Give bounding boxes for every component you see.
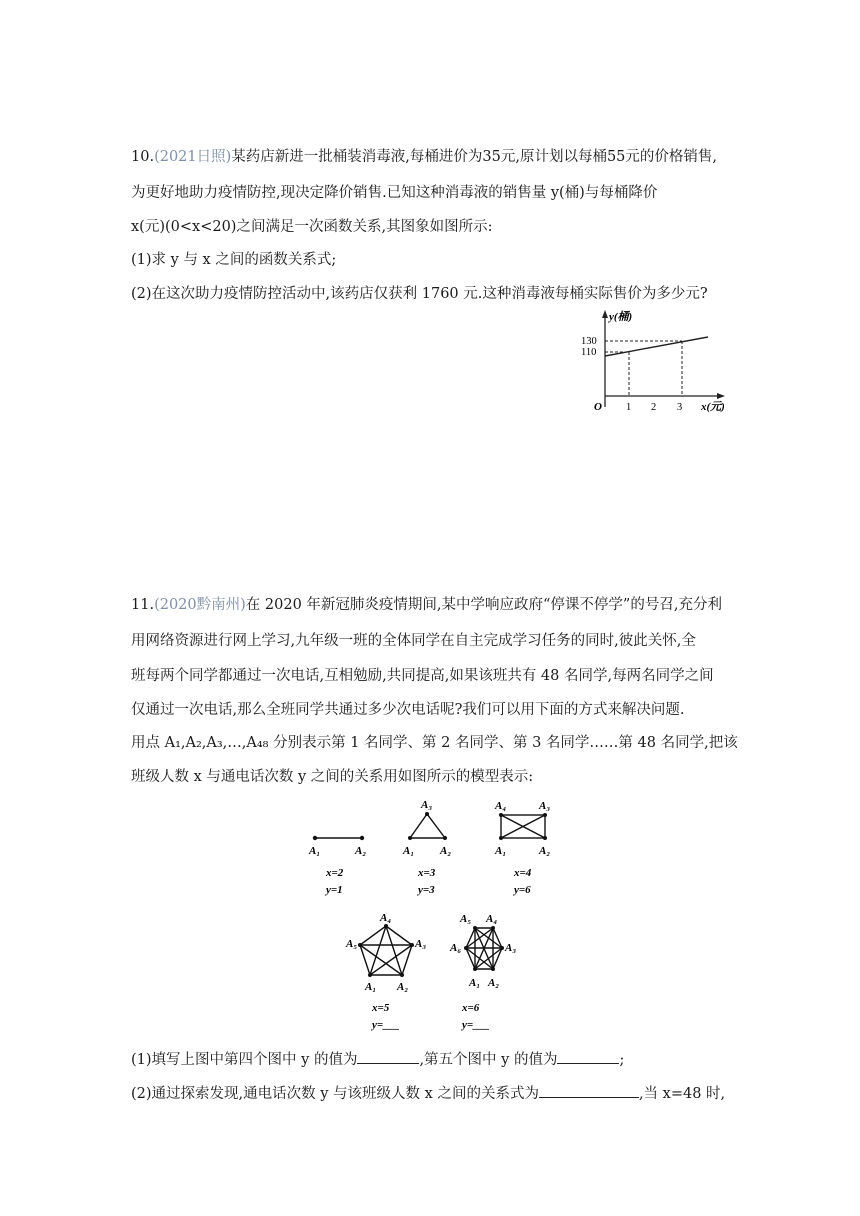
model2-y: y=1 [326, 884, 343, 896]
function-line [605, 337, 708, 356]
vertex-label: A₄ [495, 800, 507, 812]
vertex-label: A₂ [488, 977, 500, 989]
vertex-label: A₂ [539, 845, 551, 857]
model3-triangle [410, 814, 445, 838]
model5-x: x=5 [372, 1002, 390, 1014]
vertex-label: A₄ [486, 913, 498, 925]
q11-line2: 用网络资源进行网上学习,九年级一班的全体同学在自主完成学习任务的同时,彼此关怀,全 [131, 633, 696, 649]
q10-line2: 为更好地助力疫情防控,现决定降价销售.已知这种消毒液的销售量 y(桶)与每桶降价 [131, 185, 658, 201]
vertex-label: A₂ [397, 981, 409, 993]
vertex-label: A₃ [421, 799, 433, 811]
q11-part2: (2)通过探索发现,通电话次数 y 与该班级人数 x 之间的关系式为 ,当 x=48 时, [131, 1083, 725, 1104]
vertex-label: A₅ [346, 938, 358, 950]
vertex-label: A₃ [539, 800, 551, 812]
q10-line3: x(元)(0<x<20)之间满足一次函数关系,其图象如图所示: [131, 219, 493, 235]
x-tick-1: 1 [626, 402, 632, 413]
q11-line6: 班级人数 x 与通电话次数 y 之间的关系用如图所示的模型表示: [131, 769, 534, 785]
q10-part2: (2)在这次助力疫情防控活动中,该药店仅获利 1760 元.这种消毒液每桶实际售价为多少元? [131, 286, 708, 302]
vertex-label: A₆ [450, 942, 462, 954]
x-axis-label: x(元) [701, 401, 725, 413]
model6-x: x=6 [462, 1002, 480, 1014]
model6-y: y=___ [462, 1019, 490, 1031]
q11-line1: 11.(2020黔南州)在 2020 年新冠肺炎疫情期间,某中学响应政府“停课不停学”的号召,充分利 [131, 597, 722, 613]
vertex-label: A₃ [415, 938, 427, 950]
vertex-label: A₁ [309, 845, 321, 857]
q10-part1: (1)求 y 与 x 之间的函数关系式; [131, 252, 337, 268]
model4-y: y=6 [514, 884, 531, 896]
y-axis-arrow [602, 310, 608, 318]
answer-blank-2[interactable] [557, 1049, 619, 1064]
q11-line5: 用点 A₁,A₂,A₃,…,A₄₈ 分别表示第 1 名同学、第 2 名同学、第 3 名同学……第 48 名同学,把该 [131, 735, 738, 751]
x-tick-2: 2 [651, 402, 657, 413]
model3-x: x=3 [418, 867, 436, 879]
q10-function-graph [575, 306, 745, 418]
q10-source: (2021日照) [154, 149, 232, 165]
model4-x: x=4 [514, 867, 532, 879]
q11-line3: 班每两个同学都通过一次电话,互相勉励,共同提高,如果该班共有 48 名同学,每两名同学之间 [131, 668, 714, 684]
answer-blank-3[interactable] [539, 1083, 639, 1098]
q11-line4: 仅通过一次电话,那么全班同学共通过多少次电话呢?我们可以用下面的方式来解决问题. [131, 702, 685, 718]
y-tick-110: 110 [581, 347, 597, 358]
origin-label: O [594, 401, 602, 413]
vertex-label: A₄ [380, 912, 392, 924]
q11-part1: (1)填写上图中第四个图中 y 的值为 ,第五个图中 y 的值为 ; [131, 1049, 624, 1070]
vertex-label: A₁ [495, 845, 507, 857]
model3-y: y=3 [418, 884, 435, 896]
model2-x: x=2 [326, 867, 344, 879]
model5-y: y=___ [372, 1019, 400, 1031]
vertex-label: A₃ [505, 942, 517, 954]
model5-complete-graph [360, 926, 412, 975]
vertex-label: A₅ [460, 913, 472, 925]
answer-blank-1[interactable] [357, 1049, 419, 1064]
y-tick-130: 130 [581, 336, 597, 347]
vertex-label: A₁ [365, 981, 377, 993]
q10-line1: 10.(2021日照)某药店新进一批桶装消毒液,每桶进价为35元,原计划以每桶55元的价格销售, [131, 149, 718, 165]
x-tick-3: 3 [677, 402, 683, 413]
vertex-label: A₂ [355, 845, 367, 857]
model6-complete-graph [466, 928, 502, 969]
graph-models-figure [300, 795, 580, 1035]
vertex-label: A₁ [403, 845, 415, 857]
vertex-label: A₂ [440, 845, 452, 857]
vertex-label: A₁ [469, 977, 481, 989]
y-axis-label: y(桶) [609, 311, 633, 323]
q11-source: (2020黔南州) [154, 597, 246, 613]
x-axis-arrow [717, 393, 725, 399]
